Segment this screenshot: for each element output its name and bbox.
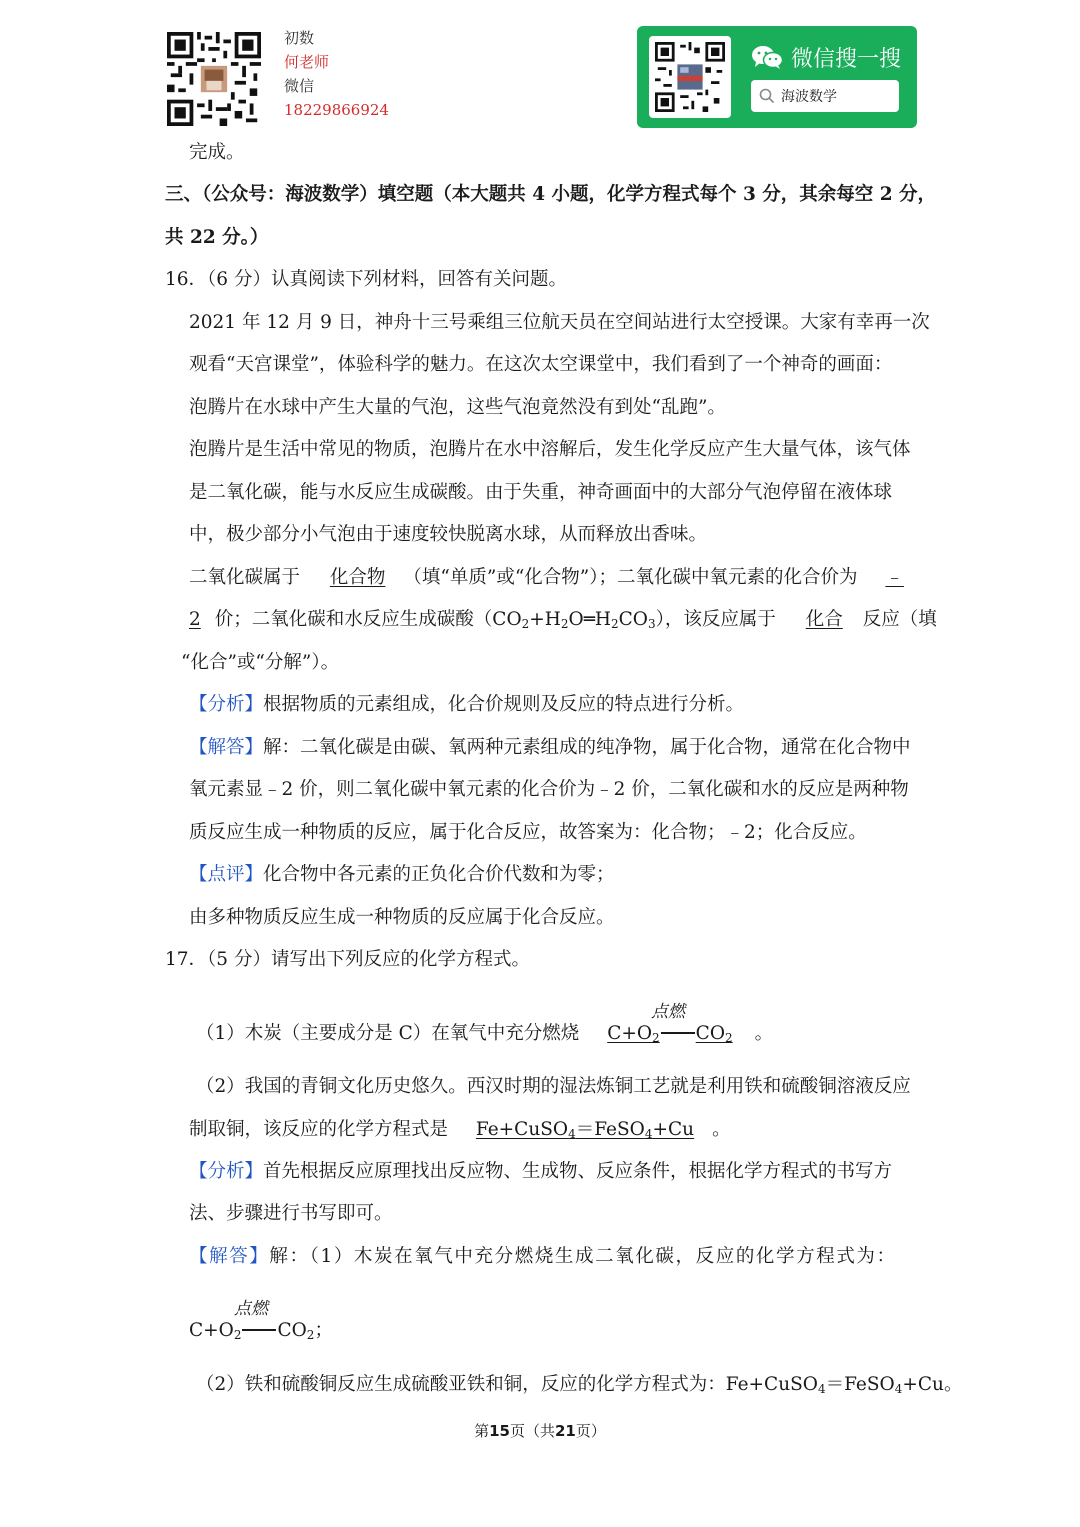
q17-sol-eq-end: ； bbox=[314, 1320, 333, 1341]
q17-p1-condition: 点燃 bbox=[651, 1002, 685, 1022]
q17-p2-ans-c: +Cu bbox=[652, 1119, 695, 1140]
q16-solution-tag: 【解答】 bbox=[189, 737, 264, 758]
q17-p2-ans-a: Fe+CuSO bbox=[475, 1119, 569, 1140]
q17-solution-tag: 【解答】 bbox=[189, 1246, 270, 1267]
q16-answer-2b: 2 bbox=[189, 609, 201, 630]
prev-question-tail: 完成。 bbox=[189, 142, 245, 163]
q17-sol-sub-1: 2 bbox=[233, 1328, 242, 1342]
q16-analysis-text: 根据物质的元素组成，化合价规则及反应的特点进行分析。 bbox=[263, 694, 745, 715]
q17-solution-condition: 点燃 bbox=[234, 1299, 268, 1319]
q17-sol-l3-sub-1: 4 bbox=[817, 1382, 826, 1396]
q17-part-1 bbox=[196, 1021, 773, 1047]
q16-solution-text-1: 解：二氧化碳是由碳、氧两种元素组成的纯净物，属于化合物，通常在化合物中 bbox=[263, 737, 911, 758]
search-icon bbox=[759, 88, 775, 104]
contact-wechat-label: 微信 bbox=[284, 77, 315, 95]
q17-sol-l3-sub-2: 4 bbox=[894, 1382, 903, 1396]
q16-solution-line-3: 质反应生成一种物质的反应，属于化合反应，故答案为：化合物；﹣2；化合反应。 bbox=[189, 822, 867, 843]
contact-line-1: 初数 bbox=[284, 29, 315, 47]
q17-p1-text: （1）木炭（主要成分是 C）在氧气中充分燃烧 bbox=[196, 1023, 580, 1044]
q16-q-b: （填“单质”或“化合物”）；二氧化碳中氧元素的化合价为 bbox=[403, 567, 858, 588]
wechat-search-text: 海波数学 bbox=[781, 89, 837, 105]
q16-q-c3: O═H bbox=[568, 609, 611, 630]
q17-p1-answer bbox=[589, 1023, 754, 1044]
q16-q-c2: +H bbox=[529, 609, 561, 630]
q17-part-2-line-2 bbox=[189, 1117, 731, 1143]
q16-head: 16．（6 分）认真阅读下列材料，回答有关问题。 bbox=[165, 269, 567, 290]
section3-heading-cont: 共 22 分。） bbox=[165, 227, 269, 248]
footer-mid: 页（共 bbox=[509, 1422, 555, 1440]
q16-sub-1: 2 bbox=[521, 617, 530, 631]
qr-code-right-icon bbox=[655, 42, 725, 112]
q17-analysis-tag: 【分析】 bbox=[189, 1161, 264, 1182]
q17-sol-l3a: （2）铁和硫酸铜反应生成硫酸亚铁和铜，反应的化学方程式为：Fe+CuSO bbox=[196, 1374, 818, 1395]
q17-sol-eq-a: C+O bbox=[189, 1320, 234, 1341]
q17-analysis-line-1 bbox=[189, 1159, 892, 1185]
section3-heading: 三、（公众号：海波数学）填空题（本大题共 4 小题，化学方程式每个 3 分，其余每空 2 分， bbox=[165, 184, 937, 205]
q16-sub-2: 2 bbox=[560, 617, 569, 631]
q17-p2-end: 。 bbox=[712, 1119, 731, 1140]
q17-p1-end: 。 bbox=[754, 1023, 774, 1044]
q16-analysis-tag: 【分析】 bbox=[189, 694, 264, 715]
contact-info bbox=[284, 26, 389, 122]
footer-prefix: 第 bbox=[474, 1422, 490, 1440]
wechat-brand bbox=[751, 40, 901, 74]
wechat-brand-text: 微信搜一搜 bbox=[791, 46, 902, 72]
q16-comment-line-2: 由多种物质反应生成一种物质的反应属于化合反应。 bbox=[189, 907, 615, 928]
q16-q-c: 价；二氧化碳和水反应生成碳酸（CO bbox=[214, 609, 522, 630]
q16-passage-1-line-3: 泡腾片在水球中产生大量的气泡，这些气泡竟然没有到处“乱跑”。 bbox=[189, 397, 726, 418]
wechat-search-box[interactable] bbox=[751, 80, 899, 112]
q16-passage-2-line-3: 中，极少部分小气泡由于速度较快脱离水球，从而释放出香味。 bbox=[189, 524, 708, 545]
q17-p1-ans-b: CO bbox=[695, 1023, 725, 1044]
q16-passage-2-line-1: 泡腾片是生活中常见的物质，泡腾片在水中溶解后，发生化学反应产生大量气体，该气体 bbox=[189, 439, 911, 460]
q17-p1-ans-a: C+O bbox=[607, 1023, 653, 1044]
q16-comment-text-1: 化合物中各元素的正负化合价代数和为零； bbox=[263, 864, 615, 885]
q17-sol-sub-2: 2 bbox=[306, 1328, 315, 1342]
q17-p1-sub-2: 2 bbox=[725, 1031, 733, 1045]
q16-q-c4: CO bbox=[618, 609, 648, 630]
q16-question-line-3: “化合”或“分解”）。 bbox=[181, 652, 340, 673]
q17-sol-eq-b: CO bbox=[277, 1320, 307, 1341]
q17-solution-line-3 bbox=[196, 1372, 962, 1398]
q17-p2-text: 制取铜，该反应的化学方程式是 bbox=[189, 1119, 449, 1140]
q17-solution-line-1 bbox=[189, 1244, 897, 1270]
qr-code-right bbox=[649, 36, 731, 118]
q16-question-line-2 bbox=[189, 607, 937, 633]
q17-analysis-line-2: 法、步骤进行书写即可。 bbox=[189, 1203, 393, 1224]
q17-head: 17．（5 分）请写出下列反应的化学方程式。 bbox=[165, 949, 530, 970]
footer-page-number: 15 bbox=[489, 1422, 510, 1440]
q17-p1-sub-1: 2 bbox=[652, 1031, 660, 1045]
q16-passage-1-line-1: 2021 年 12 月 9 日，神舟十三号乘组三位航天员在空间站进行太空授课。大家有幸再一次 bbox=[189, 312, 930, 333]
contact-phone: 18229866924 bbox=[284, 101, 389, 119]
q16-answer-2a: ﹣ bbox=[885, 567, 904, 588]
q16-comment-line-1 bbox=[189, 862, 615, 888]
q16-comment-tag: 【点评】 bbox=[189, 864, 264, 885]
q16-solution-line-2: 氧元素显﹣2 价，则二氧化碳中氧元素的化合价为﹣2 价，二氧化碳和水的反应是两种物 bbox=[189, 779, 909, 800]
q16-passage-2-line-2: 是二氧化碳，能与水反应生成碳酸。由于失重，神奇画面中的大部分气泡停留在液体球 bbox=[189, 482, 893, 503]
q16-solution-line-1 bbox=[189, 735, 911, 761]
q17-sol-l3c: +Cu。 bbox=[902, 1374, 963, 1395]
q17-solution-equation bbox=[189, 1318, 333, 1344]
q16-answer-1: 化合物 bbox=[329, 567, 386, 588]
q16-passage-1-line-2: 观看“天宫课堂”，体验科学的魅力。在这次太空课堂中，我们看到了一个神奇的画面： bbox=[189, 354, 893, 375]
q17-solution-text-1: 解：（1）木炭在氧气中充分燃烧生成二氧化碳，反应的化学方程式为： bbox=[269, 1246, 897, 1267]
q16-q-a: 二氧化碳属于 bbox=[189, 567, 301, 588]
q17-p2-sub-1: 4 bbox=[568, 1127, 576, 1141]
q17-sol-l3b: ＝FeSO bbox=[825, 1374, 895, 1395]
q16-sub-4: 3 bbox=[647, 617, 656, 631]
footer-total-pages: 21 bbox=[555, 1422, 576, 1440]
wechat-search-card[interactable] bbox=[637, 26, 917, 128]
q16-sub-3: 2 bbox=[610, 617, 619, 631]
q17-sol-eq-bar bbox=[242, 1329, 276, 1331]
q17-p2-sub-2: 4 bbox=[644, 1127, 653, 1141]
q16-q-c5: ），该反应属于 bbox=[655, 609, 776, 630]
q17-p2-ans-b: ＝FeSO bbox=[575, 1119, 645, 1140]
q17-part-2-line-1: （2）我国的青铜文化历史悠久。西汉时期的湿法炼铜工艺就是利用铁和硫酸铜溶液反应 bbox=[196, 1076, 911, 1097]
page-footer bbox=[0, 1420, 1080, 1442]
wechat-logo-icon bbox=[751, 44, 783, 70]
contact-name: 何老师 bbox=[284, 53, 330, 71]
q16-analysis bbox=[189, 692, 744, 718]
q16-answer-3: 化合 bbox=[805, 609, 843, 630]
q16-question-line-1 bbox=[189, 565, 904, 591]
qr-code-left-icon bbox=[167, 32, 261, 126]
q17-p2-answer bbox=[458, 1119, 712, 1140]
q16-q-d: 反应（填 bbox=[862, 609, 937, 630]
q17-analysis-text-1: 首先根据反应原理找出反应物、生成物、反应条件，根据化学方程式的书写方 bbox=[263, 1161, 893, 1182]
q17-p1-eq-bar bbox=[661, 1032, 695, 1034]
footer-suffix: 页） bbox=[575, 1422, 606, 1440]
qr-code-left bbox=[167, 32, 261, 126]
